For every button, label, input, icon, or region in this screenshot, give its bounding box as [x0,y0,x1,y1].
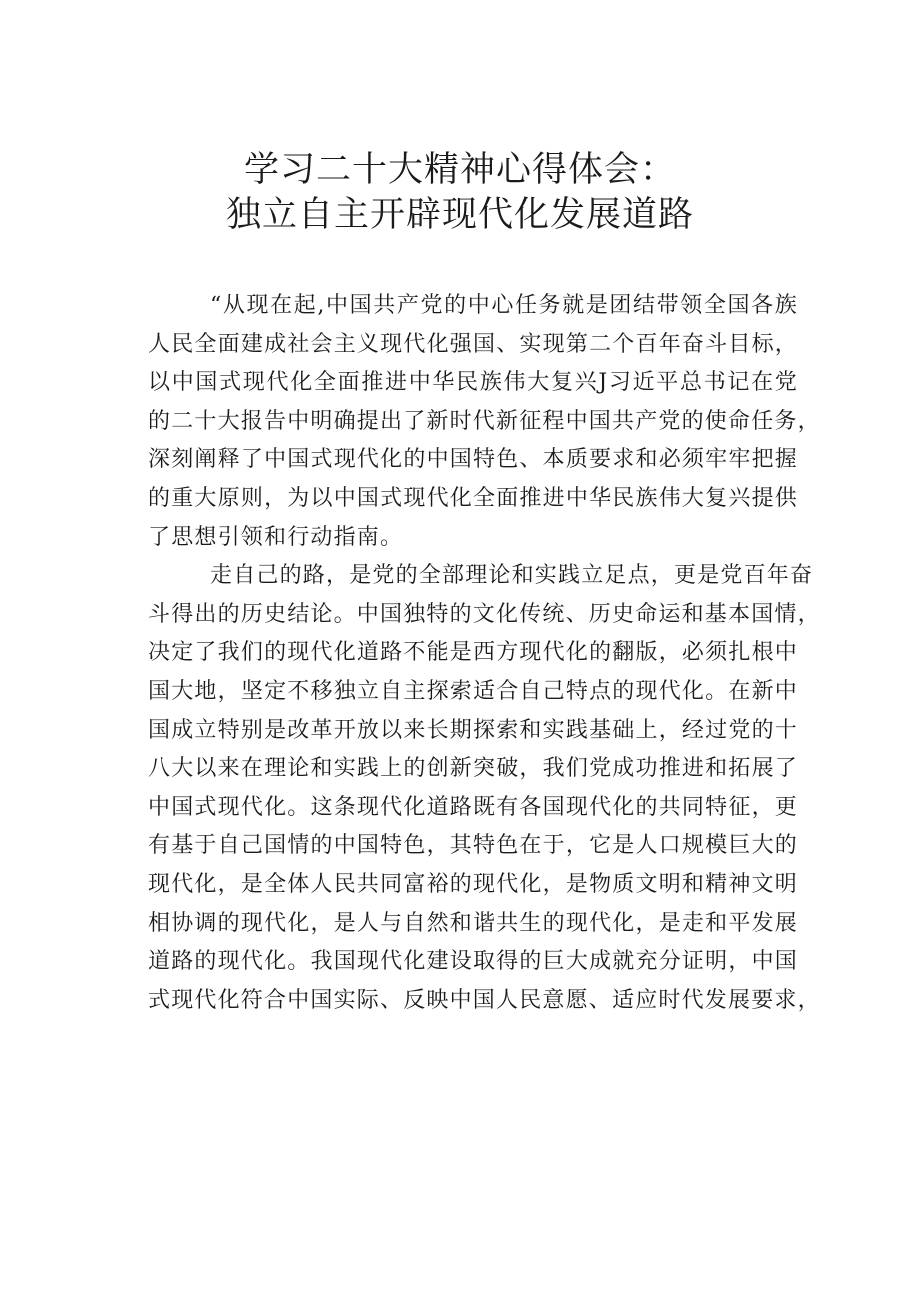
text-line: 斗得出的历史结论。中国独特的文化传统、历史命运和基本国情， [148,601,821,627]
text-line: 国大地，坚定不移独立自主探索适合自己特点的现代化。在新中 [148,678,798,704]
text-line: 以中国式现代化全面推进中华民族伟大复兴J习近平总书记在党 [148,370,798,396]
paragraph-2 [148,557,821,1020]
text-line: 走自己的路，是党的全部理论和实践立足点，更是党百年奋 [210,563,814,589]
text-line: 相协调的现代化，是人与自然和谐共生的现代化，是走和平发展 [148,910,798,936]
text-line: 中国式现代化。这条现代化道路既有各国现代化的共同特征，更 [148,794,798,820]
title-line-2: 独立自主开辟现代化发展道路 [225,195,694,235]
title-line-1: 学习二十大精神心得体会： [243,150,676,190]
text-line: “从现在起,中国共产党的中心任务就是团结带领全国各族 [210,293,798,318]
text-line: 道路的现代化。我国现代化建设取得的巨大成就充分证明，中国 [148,949,798,975]
document-title [0,148,920,238]
text-line: 式现代化符合中国实际、反映中国人民意愿、适应时代发展要求， [148,987,821,1013]
text-line: 现代化，是全体人民共同富裕的现代化，是物质文明和精神文明 [148,871,798,897]
text-line: 八大以来在理论和实践上的创新突破，我们党成功推进和拓展了 [148,756,798,782]
text-line: 有基于自己国情的中国特色，其特色在于，它是人口规模巨大的 [148,833,798,859]
text-line: 国成立特别是改革开放以来长期探索和实践基础上，经过党的十 [148,717,798,743]
text-line: 深刻阐释了中国式现代化的中国特色、本质要求和必须牢牢把握 [148,447,798,473]
text-line: 的重大原则，为以中国式现代化全面推进中华民族伟大复兴提供 [148,485,798,511]
paragraph-1 [148,287,821,557]
document-body [148,287,821,1020]
text-line: 了思想引领和行动指南。 [148,524,404,550]
text-line: 的二十大报告中明确提出了新时代新征程中国共产党的使命任务， [148,408,821,434]
text-line: 人民全面建成社会主义现代化强国、实现第二个百年奋斗目标， [148,331,798,357]
text-line: 决定了我们的现代化道路不能是西方现代化的翻版，必须扎根中 [148,640,798,666]
